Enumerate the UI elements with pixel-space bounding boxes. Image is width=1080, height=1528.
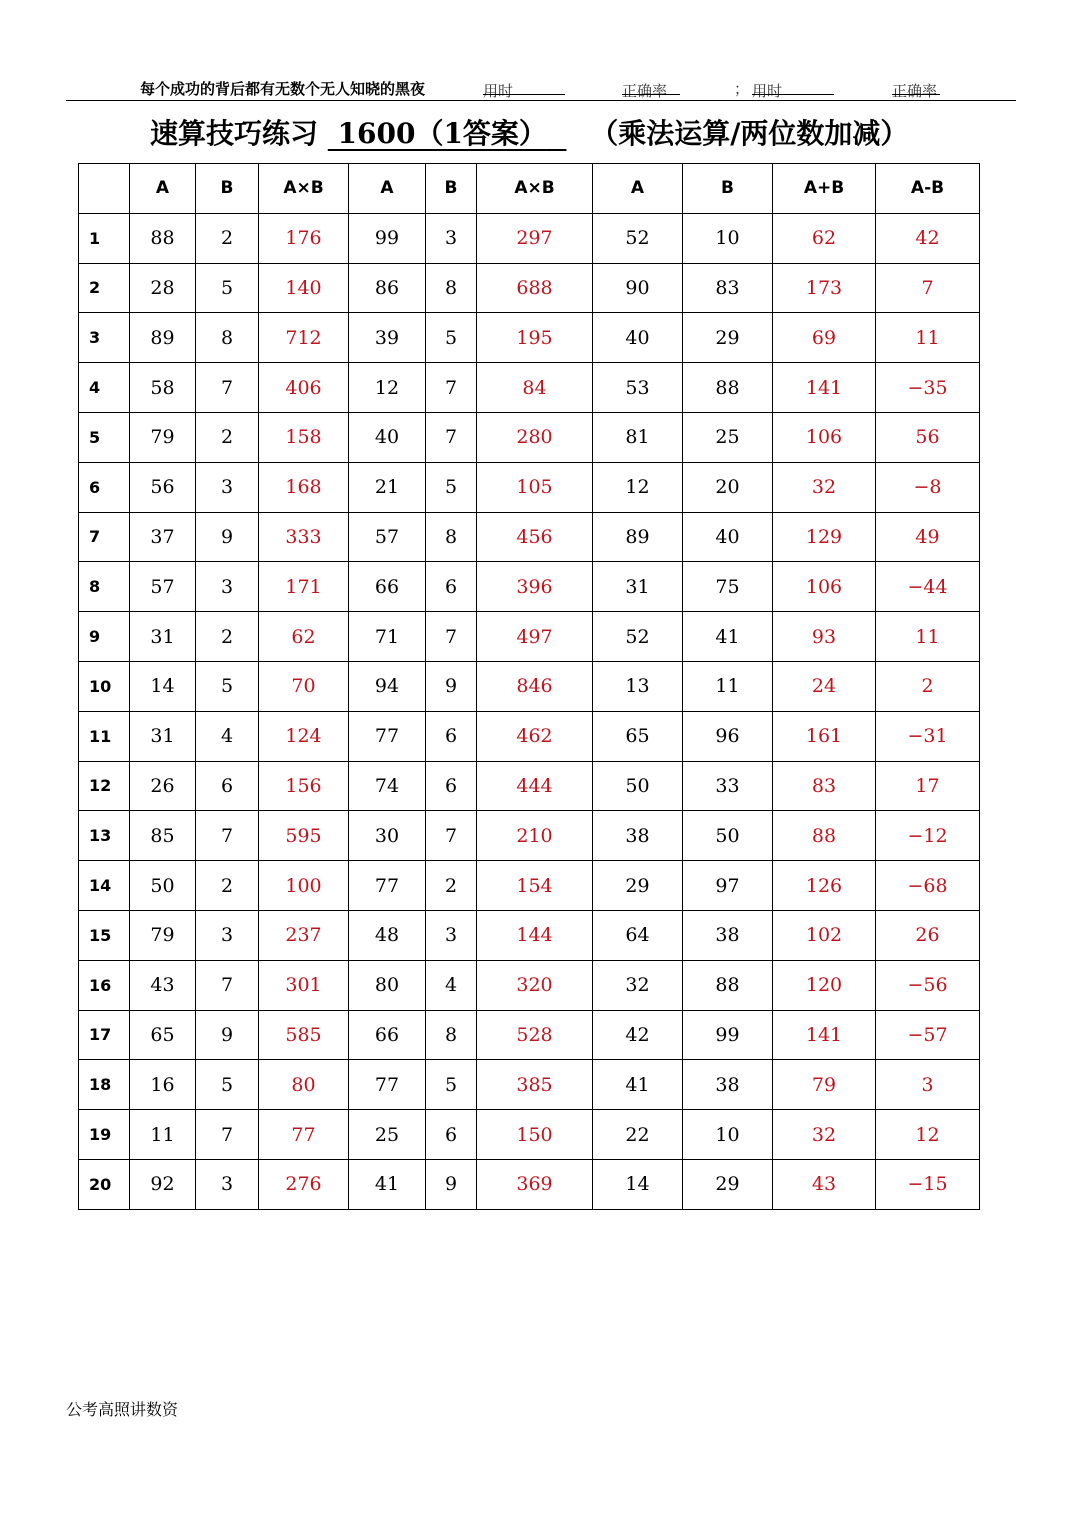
header-rule <box>66 100 1016 101</box>
operand-cell: 3 <box>426 910 477 960</box>
answer-cell: 176 <box>259 213 349 263</box>
column-header: A-B <box>876 164 980 214</box>
operand-cell: 41 <box>349 1159 426 1209</box>
operand-cell: 88 <box>130 213 196 263</box>
operand-cell: 29 <box>593 861 683 911</box>
operand-cell: 5 <box>426 1060 477 1110</box>
operand-cell: 89 <box>130 313 196 363</box>
answer-cell: 712 <box>259 313 349 363</box>
operand-cell: 9 <box>426 1159 477 1209</box>
accuracy-label-1: 正确率 <box>622 82 668 100</box>
operand-cell: 75 <box>683 562 773 612</box>
column-header: A <box>349 164 426 214</box>
operand-cell: 64 <box>593 910 683 960</box>
row-number: 10 <box>79 661 130 711</box>
answer-cell: 120 <box>773 960 876 1010</box>
table-row <box>79 1010 980 1060</box>
operand-cell: 52 <box>593 213 683 263</box>
operand-cell: 37 <box>130 512 196 562</box>
answer-cell: 406 <box>259 363 349 413</box>
operand-cell: 5 <box>426 313 477 363</box>
operand-cell: 22 <box>593 1110 683 1160</box>
row-number: 11 <box>79 711 130 761</box>
operand-cell: 53 <box>593 363 683 413</box>
answer-cell: 79 <box>773 1060 876 1110</box>
answer-cell: 32 <box>773 1110 876 1160</box>
operand-cell: 10 <box>683 213 773 263</box>
answer-cell: 3 <box>876 1060 980 1110</box>
row-number: 19 <box>79 1110 130 1160</box>
operand-cell: 43 <box>130 960 196 1010</box>
operand-cell: 8 <box>196 313 259 363</box>
page-title <box>150 112 908 152</box>
operand-cell: 80 <box>349 960 426 1010</box>
answer-cell: 462 <box>477 711 593 761</box>
answer-cell: 595 <box>259 811 349 861</box>
operand-cell: 3 <box>426 213 477 263</box>
operand-cell: 6 <box>426 562 477 612</box>
answer-cell: 105 <box>477 462 593 512</box>
operand-cell: 40 <box>683 512 773 562</box>
answer-cell: 280 <box>477 412 593 462</box>
column-header: A×B <box>477 164 593 214</box>
operand-cell: 50 <box>683 811 773 861</box>
operand-cell: 77 <box>349 861 426 911</box>
answer-cell: 173 <box>773 263 876 313</box>
row-number: 1 <box>79 213 130 263</box>
answer-cell: 369 <box>477 1159 593 1209</box>
row-number: 16 <box>79 960 130 1010</box>
answer-cell: 141 <box>773 1010 876 1060</box>
operand-cell: 4 <box>426 960 477 1010</box>
answer-cell: 126 <box>773 861 876 911</box>
answer-cell: 17 <box>876 761 980 811</box>
table-row <box>79 960 980 1010</box>
operand-cell: 20 <box>683 462 773 512</box>
operand-cell: 12 <box>349 363 426 413</box>
answer-cell: 195 <box>477 313 593 363</box>
answer-cell: 56 <box>876 412 980 462</box>
row-number: 8 <box>79 562 130 612</box>
answer-cell: 333 <box>259 512 349 562</box>
answer-cell: 88 <box>773 811 876 861</box>
time-label-2: 用时 <box>752 82 783 100</box>
operand-cell: 5 <box>196 263 259 313</box>
answer-cell: −68 <box>876 861 980 911</box>
operand-cell: 50 <box>130 861 196 911</box>
operand-cell: 3 <box>196 1159 259 1209</box>
answer-cell: 42 <box>876 213 980 263</box>
time-blank-1 <box>483 80 565 95</box>
operand-cell: 77 <box>349 711 426 761</box>
operand-cell: 79 <box>130 910 196 960</box>
answer-cell: 161 <box>773 711 876 761</box>
answer-cell: 297 <box>477 213 593 263</box>
operand-cell: 94 <box>349 661 426 711</box>
operand-cell: 96 <box>683 711 773 761</box>
column-header: B <box>196 164 259 214</box>
row-number: 20 <box>79 1159 130 1209</box>
operand-cell: 85 <box>130 811 196 861</box>
operand-cell: 31 <box>130 612 196 662</box>
column-header: A <box>130 164 196 214</box>
row-number: 15 <box>79 910 130 960</box>
answer-cell: 276 <box>259 1159 349 1209</box>
row-number: 18 <box>79 1060 130 1110</box>
table-row <box>79 1060 980 1110</box>
column-header: A <box>593 164 683 214</box>
answer-cell: 84 <box>477 363 593 413</box>
answer-cell: 301 <box>259 960 349 1010</box>
operand-cell: 50 <box>593 761 683 811</box>
answer-cell: 156 <box>259 761 349 811</box>
answer-cell: 688 <box>477 263 593 313</box>
answer-cell: 171 <box>259 562 349 612</box>
operand-cell: 9 <box>196 512 259 562</box>
operand-cell: 33 <box>683 761 773 811</box>
row-number: 2 <box>79 263 130 313</box>
answer-cell: 141 <box>773 363 876 413</box>
motto: 每个成功的背后都有无数个无人知晓的黑夜 <box>140 80 426 98</box>
operand-cell: 42 <box>593 1010 683 1060</box>
operand-cell: 2 <box>196 213 259 263</box>
row-number: 3 <box>79 313 130 363</box>
operand-cell: 83 <box>683 263 773 313</box>
table-row <box>79 213 980 263</box>
operand-cell: 77 <box>349 1060 426 1110</box>
operand-cell: 97 <box>683 861 773 911</box>
operand-cell: 66 <box>349 562 426 612</box>
answer-cell: 62 <box>773 213 876 263</box>
title-number: 1600（1答案） <box>337 117 547 150</box>
operand-cell: 14 <box>593 1159 683 1209</box>
row-number: 12 <box>79 761 130 811</box>
operand-cell: 32 <box>593 960 683 1010</box>
operand-cell: 56 <box>130 462 196 512</box>
operand-cell: 9 <box>196 1010 259 1060</box>
answer-cell: 100 <box>259 861 349 911</box>
answer-cell: 12 <box>876 1110 980 1160</box>
answer-cell: −57 <box>876 1010 980 1060</box>
answer-table <box>78 163 980 1210</box>
footer-text: 公考高照讲数资 <box>66 1400 179 1419</box>
table-row <box>79 910 980 960</box>
table-row <box>79 363 980 413</box>
answer-cell: 49 <box>876 512 980 562</box>
operand-cell: 28 <box>130 263 196 313</box>
row-number: 13 <box>79 811 130 861</box>
operand-cell: 88 <box>683 363 773 413</box>
table-row <box>79 313 980 363</box>
operand-cell: 25 <box>349 1110 426 1160</box>
table-row <box>79 861 980 911</box>
operand-cell: 11 <box>130 1110 196 1160</box>
operand-cell: 5 <box>196 1060 259 1110</box>
answer-cell: 93 <box>773 612 876 662</box>
answer-cell: 444 <box>477 761 593 811</box>
separator: ； <box>734 80 750 98</box>
answer-cell: 585 <box>259 1010 349 1060</box>
operand-cell: 6 <box>426 761 477 811</box>
column-header: B <box>683 164 773 214</box>
answer-cell: 80 <box>259 1060 349 1110</box>
column-header <box>79 164 130 214</box>
table-row <box>79 661 980 711</box>
answer-cell: 106 <box>773 412 876 462</box>
operand-cell: 88 <box>683 960 773 1010</box>
operand-cell: 6 <box>196 761 259 811</box>
operand-cell: 38 <box>683 910 773 960</box>
answer-cell: 69 <box>773 313 876 363</box>
table-row <box>79 811 980 861</box>
operand-cell: 8 <box>426 263 477 313</box>
answer-cell: 129 <box>773 512 876 562</box>
table-row <box>79 462 980 512</box>
table-row <box>79 761 980 811</box>
answer-cell: 528 <box>477 1010 593 1060</box>
row-number: 4 <box>79 363 130 413</box>
operand-cell: 21 <box>349 462 426 512</box>
answer-cell: 2 <box>876 661 980 711</box>
operand-cell: 89 <box>593 512 683 562</box>
operand-cell: 4 <box>196 711 259 761</box>
answer-cell: −56 <box>876 960 980 1010</box>
operand-cell: 92 <box>130 1159 196 1209</box>
answer-cell: 77 <box>259 1110 349 1160</box>
answer-cell: 102 <box>773 910 876 960</box>
operand-cell: 9 <box>426 661 477 711</box>
accuracy-blank-2 <box>892 80 940 95</box>
answer-cell: 43 <box>773 1159 876 1209</box>
table-row <box>79 1110 980 1160</box>
answer-cell: −35 <box>876 363 980 413</box>
row-number: 6 <box>79 462 130 512</box>
operand-cell: 31 <box>130 711 196 761</box>
time-label-1: 用时 <box>483 82 514 100</box>
operand-cell: 57 <box>130 562 196 612</box>
operand-cell: 41 <box>683 612 773 662</box>
operand-cell: 29 <box>683 313 773 363</box>
operand-cell: 39 <box>349 313 426 363</box>
operand-cell: 2 <box>196 612 259 662</box>
answer-cell: 106 <box>773 562 876 612</box>
operand-cell: 65 <box>593 711 683 761</box>
operand-cell: 2 <box>196 861 259 911</box>
answer-cell: −8 <box>876 462 980 512</box>
table-row <box>79 711 980 761</box>
answer-cell: 158 <box>259 412 349 462</box>
answer-cell: 396 <box>477 562 593 612</box>
table-row <box>79 263 980 313</box>
operand-cell: 5 <box>426 462 477 512</box>
operand-cell: 48 <box>349 910 426 960</box>
title-subtitle: （乘法运算/两位数加减） <box>590 117 909 150</box>
operand-cell: 7 <box>426 811 477 861</box>
answer-cell: 237 <box>259 910 349 960</box>
answer-cell: 150 <box>477 1110 593 1160</box>
operand-cell: 13 <box>593 661 683 711</box>
operand-cell: 30 <box>349 811 426 861</box>
answer-cell: 168 <box>259 462 349 512</box>
operand-cell: 6 <box>426 1110 477 1160</box>
operand-cell: 40 <box>349 412 426 462</box>
operand-cell: 79 <box>130 412 196 462</box>
answer-cell: −44 <box>876 562 980 612</box>
operand-cell: 7 <box>426 363 477 413</box>
answer-cell: 385 <box>477 1060 593 1110</box>
answer-cell: 154 <box>477 861 593 911</box>
operand-cell: 7 <box>196 1110 259 1160</box>
operand-cell: 7 <box>196 811 259 861</box>
operand-cell: 90 <box>593 263 683 313</box>
operand-cell: 2 <box>196 412 259 462</box>
answer-cell: 456 <box>477 512 593 562</box>
row-number: 5 <box>79 412 130 462</box>
operand-cell: 11 <box>683 661 773 711</box>
answer-cell: 70 <box>259 661 349 711</box>
operand-cell: 7 <box>196 960 259 1010</box>
column-header: B <box>426 164 477 214</box>
operand-cell: 3 <box>196 562 259 612</box>
answer-cell: 7 <box>876 263 980 313</box>
operand-cell: 58 <box>130 363 196 413</box>
answer-cell: 11 <box>876 612 980 662</box>
operand-cell: 99 <box>349 213 426 263</box>
operand-cell: 86 <box>349 263 426 313</box>
operand-cell: 3 <box>196 910 259 960</box>
row-number: 14 <box>79 861 130 911</box>
table-row <box>79 412 980 462</box>
table-body <box>79 213 980 1209</box>
operand-cell: 2 <box>426 861 477 911</box>
answer-cell: −15 <box>876 1159 980 1209</box>
operand-cell: 38 <box>593 811 683 861</box>
column-header: A+B <box>773 164 876 214</box>
operand-cell: 14 <box>130 661 196 711</box>
answer-cell: 320 <box>477 960 593 1010</box>
operand-cell: 26 <box>130 761 196 811</box>
answer-cell: 497 <box>477 612 593 662</box>
operand-cell: 6 <box>426 711 477 761</box>
answer-cell: 26 <box>876 910 980 960</box>
operand-cell: 8 <box>426 1010 477 1060</box>
operand-cell: 74 <box>349 761 426 811</box>
row-number: 7 <box>79 512 130 562</box>
operand-cell: 12 <box>593 462 683 512</box>
answer-cell: 144 <box>477 910 593 960</box>
header-line <box>66 76 1016 102</box>
answer-cell: 83 <box>773 761 876 811</box>
operand-cell: 52 <box>593 612 683 662</box>
operand-cell: 7 <box>426 612 477 662</box>
table-header-row <box>79 164 980 214</box>
answer-cell: −31 <box>876 711 980 761</box>
operand-cell: 10 <box>683 1110 773 1160</box>
time-blank-2 <box>752 80 834 95</box>
table-row <box>79 612 980 662</box>
operand-cell: 41 <box>593 1060 683 1110</box>
operand-cell: 38 <box>683 1060 773 1110</box>
operand-cell: 25 <box>683 412 773 462</box>
table-row <box>79 562 980 612</box>
table-row <box>79 1159 980 1209</box>
answer-cell: 24 <box>773 661 876 711</box>
operand-cell: 81 <box>593 412 683 462</box>
answer-cell: 11 <box>876 313 980 363</box>
operand-cell: 7 <box>196 363 259 413</box>
operand-cell: 7 <box>426 412 477 462</box>
answer-cell: 32 <box>773 462 876 512</box>
answer-cell: 124 <box>259 711 349 761</box>
table-row <box>79 512 980 562</box>
operand-cell: 31 <box>593 562 683 612</box>
row-number: 17 <box>79 1010 130 1060</box>
title-main: 速算技巧练习 <box>150 117 319 150</box>
operand-cell: 3 <box>196 462 259 512</box>
operand-cell: 57 <box>349 512 426 562</box>
operand-cell: 66 <box>349 1010 426 1060</box>
answer-cell: −12 <box>876 811 980 861</box>
accuracy-blank-1 <box>622 80 680 95</box>
operand-cell: 29 <box>683 1159 773 1209</box>
answer-cell: 846 <box>477 661 593 711</box>
answer-cell: 140 <box>259 263 349 313</box>
operand-cell: 65 <box>130 1010 196 1060</box>
operand-cell: 5 <box>196 661 259 711</box>
operand-cell: 99 <box>683 1010 773 1060</box>
operand-cell: 8 <box>426 512 477 562</box>
operand-cell: 16 <box>130 1060 196 1110</box>
column-header: A×B <box>259 164 349 214</box>
answer-cell: 62 <box>259 612 349 662</box>
operand-cell: 71 <box>349 612 426 662</box>
accuracy-label-2: 正确率 <box>892 82 938 100</box>
row-number: 9 <box>79 612 130 662</box>
operand-cell: 40 <box>593 313 683 363</box>
answer-cell: 210 <box>477 811 593 861</box>
